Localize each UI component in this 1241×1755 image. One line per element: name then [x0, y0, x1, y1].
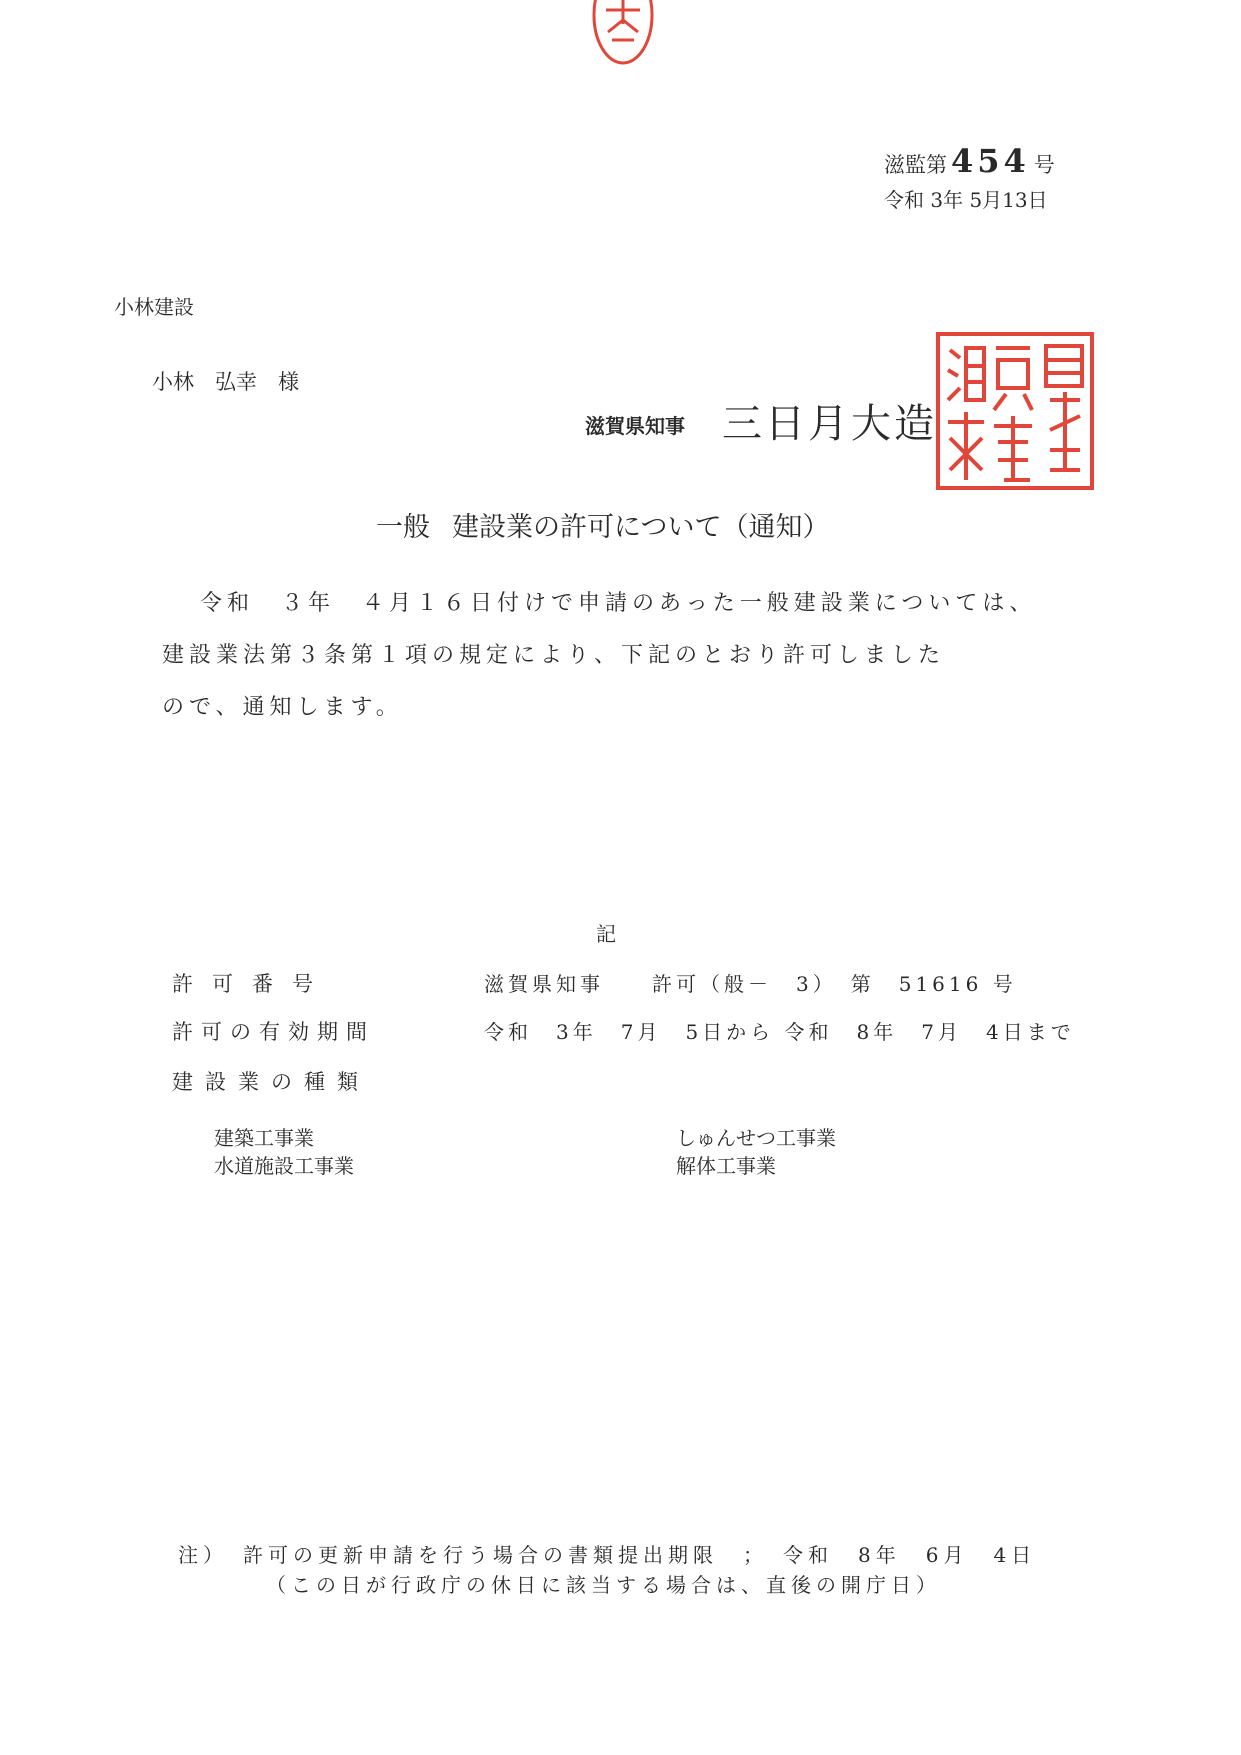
body-line-1: 令和 ３年 ４月１６日付けで申請のあった一般建設業については、 — [200, 591, 1037, 616]
footnote-line-2: （この日が行政庁の休日に該当する場合は、直後の開庁日） — [266, 1573, 941, 1597]
type-item: 建築工事業 — [214, 1126, 314, 1150]
type-item: しゅんせつ工事業 — [676, 1126, 836, 1150]
footnote — [178, 1540, 1036, 1600]
footnote-line-1: 注） 許可の更新申請を行う場合の書類提出期限 ； 令和 8年 6月 4日 — [178, 1543, 1037, 1567]
document-number — [884, 142, 1055, 180]
recipient-name: 小林 弘幸 様 — [152, 370, 299, 394]
permit-number-label: 許可番号 — [172, 972, 332, 996]
validity-label: 許可の有効期間 — [172, 1020, 375, 1044]
document-number-value: 454 — [951, 142, 1030, 180]
type-item: 水道施設工事業 — [214, 1154, 354, 1178]
document-date: 令和 3年 5月13日 — [884, 188, 1048, 212]
subject-title: 建設業の許可について（通知） — [452, 512, 830, 543]
top-stamp — [590, 0, 656, 66]
issuer-title: 滋賀県知事 — [585, 414, 685, 438]
issuer-name: 三日月大造 — [722, 401, 937, 447]
types-label: 建設業の種類 — [172, 1070, 370, 1094]
body-text — [162, 578, 1036, 734]
recipient-company: 小林建設 — [114, 295, 194, 319]
permit-number-value: 滋賀県知事 許可（般－ 3） 第 51616 号 — [484, 972, 1017, 996]
body-line-2: 建設業法第３条第１項の規定により、下記のとおり許可しました — [162, 643, 946, 668]
official-seal — [934, 330, 1096, 492]
document-number-prefix: 滋監第 — [884, 153, 947, 177]
document-number-suffix: 号 — [1033, 153, 1055, 177]
subject-heading — [376, 505, 829, 544]
record-heading: 記 — [596, 922, 616, 946]
validity-value: 令和 3年 7月 5日から 令和 8年 7月 4日まで — [484, 1020, 1075, 1044]
body-line-3: ので、通知します。 — [162, 695, 403, 720]
subject-kind: 一般 — [376, 512, 430, 543]
type-item: 解体工事業 — [676, 1154, 776, 1178]
